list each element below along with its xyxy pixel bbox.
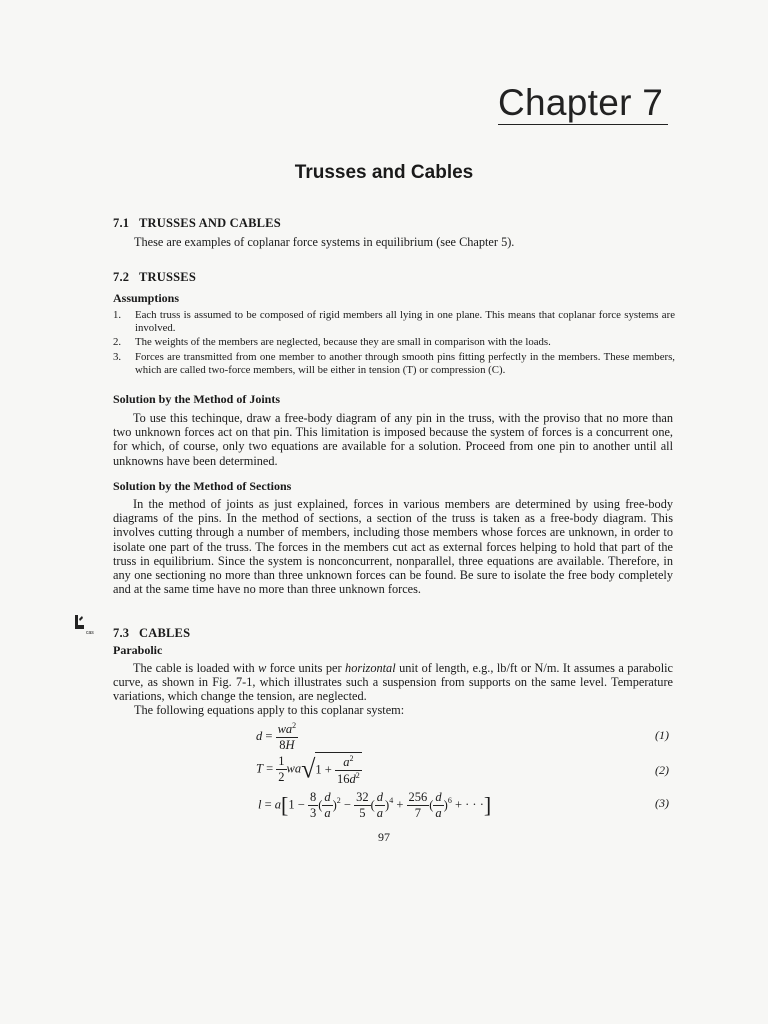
section-number: 7.1: [113, 216, 130, 230]
text-run: force units per: [266, 661, 346, 675]
list-number: 3.: [113, 351, 122, 363]
equation-1: d = $\frac{wa^2}{8H}$: [256, 721, 297, 753]
margin-marker-label: cas: [86, 630, 94, 636]
equation-number: (2): [655, 763, 669, 777]
emphasis-horizontal: horizontal: [345, 661, 396, 675]
section-7-1-text: These are examples of coplanar force systems in equilibrium (see Chapter 5).: [134, 235, 515, 249]
section-title: TRUSSES: [139, 270, 196, 284]
cables-paragraph: [113, 661, 673, 704]
assumptions-heading: Assumptions: [113, 291, 180, 305]
section-7-1-heading: [113, 216, 281, 231]
section-title: CABLES: [139, 626, 191, 640]
page-number: 97: [378, 830, 390, 844]
equation-number: (3): [655, 796, 669, 810]
equation-2: T = $\frac{1}{2}$ wa√1 + $\frac{a^2}{16d^2}$: [256, 754, 360, 787]
text-run: The cable is loaded with: [133, 661, 259, 675]
sections-paragraph: In the method of joints as just explained, forces in various members are determined by using free-body diagrams of the pins. In the method of sections, a section of the truss is taken as a free-body diagram. This involves cutting through a number of members, including those members whose forces are unknown, in order to isolate one part of the truss. The forces in the members cut act as external forces helping to hold that part of the truss in equilibrium. Since the system is nonconcurrent, nonparallel, three equations are available. Therefore, in any one sectioning no more than three unknown forces can be found. Be sure to isolate the free body completely and at the same time have no more than three unknown forces.: [113, 497, 673, 597]
chapter-rule: [498, 124, 668, 125]
variable-w: w: [258, 661, 267, 675]
list-text: Forces are transmitted from one member to another through smooth pins fitting perfectly in the members. These members, which are called two-force members, will be either in tension (T) or compression (C).: [135, 351, 675, 376]
sections-heading: Solution by the Method of Sections: [113, 479, 292, 493]
joints-paragraph: To use this techinque, draw a free-body diagram of any pin in the truss, with the proviso that no more than two unknown forces act on that pin. This limitation is imposed because the system of forces is a concurrent one, for which, of course, only two equations are available for a solution. Proceed from one pin to another until all unknowns have been determined.: [113, 411, 673, 468]
chapter-heading: Chapter 7: [498, 82, 664, 123]
equation-3: l = a[1 − $\frac{8}{3}$ ( $\frac{d}{a}$ )$^2$ − $\frac{32}{5}$ ( $\frac{d}{a}$ )$^4$ + $\frac{256}{7}$ ( $\frac{d}{a}$ )$^6$ + · · ·]: [258, 790, 492, 820]
list-text: The weights of the members are neglected, because they are small in comparison with the loads.: [135, 336, 551, 348]
parabolic-heading: Parabolic: [113, 643, 163, 657]
equation-number: (1): [655, 728, 669, 742]
section-7-2-heading: [113, 270, 196, 285]
section-7-3-heading: [113, 626, 190, 641]
section-number: 7.2: [113, 270, 130, 284]
list-text: Each truss is assumed to be composed of rigid members all lying in one plane. This means that coplanar force systems are involved.: [135, 309, 675, 334]
list-number: 1.: [113, 309, 122, 321]
section-number: 7.3: [113, 626, 130, 640]
list-number: 2.: [113, 336, 122, 348]
text-run: unit of length, e.g., lb/ft or N/m. It assumes a parabolic curve, as shown in Fig. 7-1, which illustrates such a suspension from supports on the same level. Temperature variations, which change the tension, are neglected.: [113, 661, 673, 704]
section-title: TRUSSES AND CABLES: [139, 216, 281, 230]
page-title: Trusses and Cables: [294, 162, 474, 183]
equations-intro: The following equations apply to this coplanar system:: [134, 703, 405, 717]
joints-heading: Solution by the Method of Joints: [113, 392, 281, 406]
